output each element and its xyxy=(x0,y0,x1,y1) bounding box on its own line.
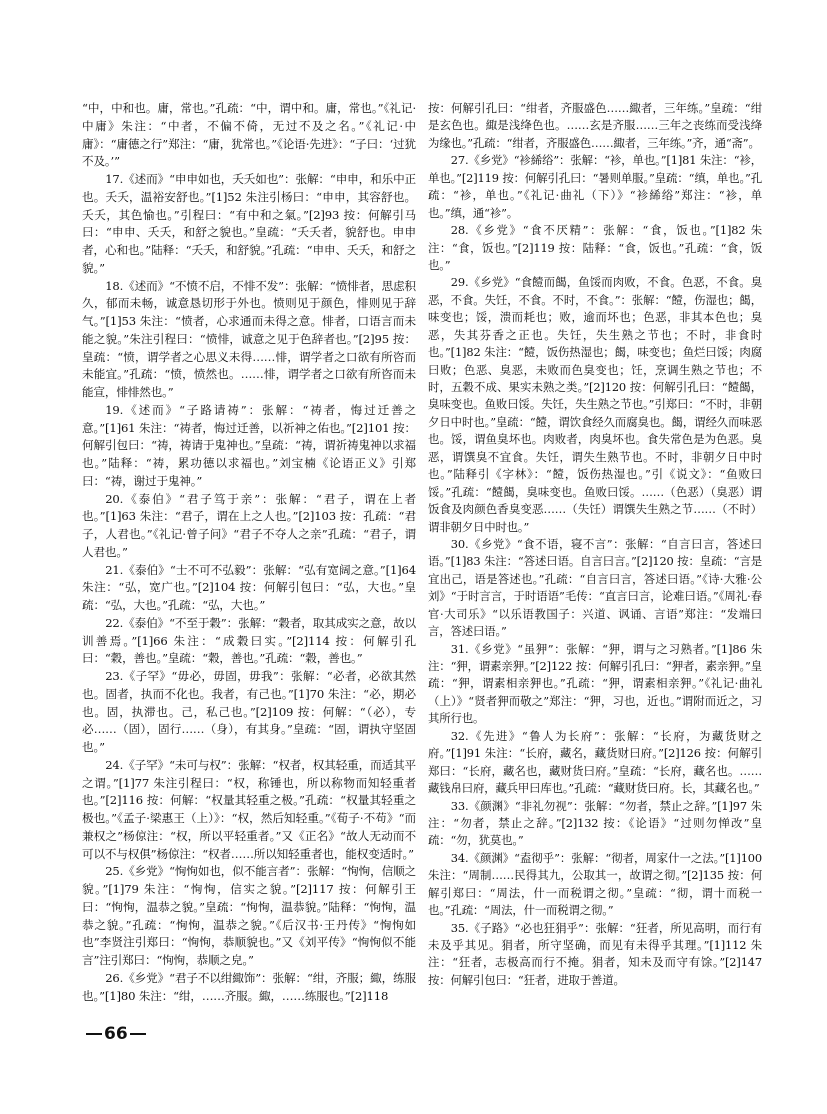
page-number-dash-right xyxy=(130,1033,146,1035)
left-column xyxy=(82,100,416,1005)
paragraph: 27.《乡党》“袗絺绤”：张解：“袗，单也。”[1]81 朱注：“袗，单也。”[2]119 按：何解引孔曰：“暑则单服。”皇疏：“缜，单也。”孔疏：“袗，单也。”《礼记·曲礼（下）》“袗絺绤”郑注：“袗，单也。”缜，通“袗”。 xyxy=(428,153,762,220)
page-number-dash-left xyxy=(86,1033,102,1035)
paragraph: 24.《子罕》“未可与权”：张解：“权者，权其轻重，而适其平之谓。”[1]77 朱注引程曰：“权，称锤也，所以称物而知轻重者也。”[2]116 按：何解：“权量其轻重之极。”孔疏：“权量其轻重之极也。”《孟子·梁惠王（上）》：“权，然后知轻重。”《荀子·不苟》“而兼权之”杨倞注：“权，所以平轻重者。”又《正名》“故人无动而不可以不与权俱”杨倞注：“权者……所以知轻重者也，能权变适时。” xyxy=(82,757,416,861)
paragraph: 22.《泰伯》“不至于穀”：张解：“穀者，取其成实之意，故以训善焉。”[1]66 朱注：“成穀曰实。”[2]114 按：何解引孔曰：“穀，善也。”皇疏：“穀，善也。”孔疏：“穀，善也。” xyxy=(82,615,416,666)
paragraph: 23.《子罕》“毋必，毋固，毋我”：张解：“必者，必欲其然也。固者，执而不化也。我者，有己也。”[1]70 朱注：“必，期必也。固，执滞也。己，私己也。”[2]109 按：何解：“（必），专必……（固），固行……（身），有其身。”皇疏：“固，谓执守坚固也。” xyxy=(82,669,416,754)
paragraph: 28.《乡党》“食不厌精”：张解：“食，饭也。”[1]82 朱注：“食，饭也。”[2]119 按：陆释：“食，饭也。”孔疏：“食，饭也。” xyxy=(428,223,762,272)
paragraph: 35.《子路》“必也狂狷乎”：张解：“狂者，所见高明，而行有未及乎其见。狷者，所守坚确，而见有未得乎其理。”[1]112 朱注：“狂者，志极高而行不掩。狷者，知未及而守有馀。”[2]147 按：何解引包曰：“狂者，进取于善道。 xyxy=(428,920,762,987)
page-number xyxy=(84,1024,148,1044)
paragraph: 25.《乡党》“恂恂如也，似不能言者”：张解：“恂恂，信顺之貌。”[1]79 朱注：“恂恂，信实之貌。”[2]117 按：何解引王曰：“恂恂，温恭之貌。”皇疏：“恂恂，温恭貌。”陆释：“恂恂，温恭之貌。”孔疏：“恂恂，温恭之貌。”《后汉书·王丹传》“恂恂如也”李贤注引郑曰：“恂恂，恭顺貌也。”又《刘平传》“恂恂似不能言”注引郑曰：“恂恂，恭顺之皃。” xyxy=(82,864,416,967)
paragraph: 30.《乡党》“食不语，寝不言”：张解：“自言曰言，答述曰语。”[1]83 朱注：“答述曰语。自言曰言。”[2]120 按：皇疏：“言是宜出己，语是答述也。”孔疏：“自言曰言，答述曰语。”《诗·大雅·公刘》“于时言言，于时语语”毛传：“直言曰言，论难曰语。”《周礼·春官·大司乐》“以乐语教国子：兴道、讽诵、言语”郑注：“发端曰言，答述曰语。” xyxy=(428,536,762,639)
paragraph: 21.《泰伯》“士不可不弘毅”：张解：“弘有宽阔之意。”[1]64 朱注：“弘，宽广也。”[2]104 按：何解引包曰：“弘，大也。”皇疏：“弘，大也。”孔疏：“弘，大也。” xyxy=(82,562,416,612)
paragraph: 29.《乡党》“食饐而餲，鱼馁而肉败，不食。色恶，不食。臭恶，不食。失饪，不食。不时，不食。”：张解：“饐，伤湿也；餲，味变也；馁，溃而耗也；败，逾而坏也；色恶，非其本色也；臭恶，失其芬香之正也。失饪，失生熟之节也；不时，非食时也。”[1]82 朱注：“饐，饭伤热湿也；餲，味变也；鱼烂曰馁；肉腐曰败；色恶、臭恶，未败而色臭变也；饪，烹调生熟之节也；不时，五穀不成、果实未熟之类。”[2]120 按：何解引孔曰：“饐餲，臭味变也。鱼败曰馁。失饪，失生熟之节也。”引郑曰：“不时，非朝夕日中时也。”皇疏：“饐，谓饮食经久而腐臭也。餲，谓经久而味恶也。馁，谓鱼臭坏也。肉败者，肉臭坏也。食失常色是为色恶。臭恶，谓馔臭不宜食。失饪，谓失生熟节也。不时，非朝夕日中时也。”陆释引《字林》：“饐，饭伤热湿也。”引《说文》：“鱼败曰馁。”孔疏：“饐餲，臭味变也。鱼败曰馁。……（色恶）（臭恶）谓饭食及肉颜色香臭变恶……（失饪）谓馔失生熟之节……（不时）谓非朝夕日中时也。” xyxy=(428,275,762,534)
paragraph: 34.《颜渊》“盍彻乎”：张解：“彻者，周家什一之法。”[1]100 朱注：“周制……民得其九，公取其一，故谓之彻。”[2]135 按：何解引郑曰：“周法，什一而税谓之彻。”皇疏：“彻，谓十而税一也。”孔疏：“周法，什一而税谓之彻。” xyxy=(428,850,762,918)
paragraph: 17.《述而》“申申如也，夭夭如也”：张解：“申申，和乐中正也。夭夭，温裕安舒也。”[1]52 朱注引杨曰：“申申，其容舒也。夭夭，其色愉也。”引程曰：“有中和之氣。”[2]93 按：何解引马曰：“申申、夭夭，和舒之貌也。”皇疏：“夭夭者，貌舒也。申申者，心和也。”陆释：“夭夭，和舒貌。”孔疏：“申申、夭夭，和舒之貌。” xyxy=(82,172,416,275)
paragraph: 按：何解引孔曰：“绀者，齐服盛色……緅者，三年练。”皇疏：“绀是玄色也。緅是浅绛色也。……玄是齐服……三年之丧练而受浅绛为缘也。”孔疏：“绀者，齐服盛色……緅者，三年练。”齐，通“斋”。 xyxy=(428,101,762,150)
paragraph: 18.《述而》“不愤不启，不悱不发”：张解：“愤悱者，思虑积久，郁而未畅，诚意恳切形于外也。愤则见于颜色，悱则见于辞气。”[1]53 朱注：“愤者，心求通而未得之意。悱者，口语言而未能之貌。”朱注引程曰：“愤悱，诚意之见于色辞者也。”[2]95 按：皇疏：“愤，谓学者之心思义未得……悱，谓学者之口欲有所咨而未能宜。”孔疏：“愤，愤然也。……悱，谓学者之口欲有所咨而未能宣，悱悱然也。” xyxy=(82,278,416,399)
paragraph: 20.《泰伯》“君子笃于亲”：张解：“君子，谓在上者也。”[1]63 朱注：“君子，谓在上之人也。”[2]103 按：孔疏：“君子，人君也。”《礼记·曾子问》“君子不夺人之亲”孔疏：“君子，谓人君也。” xyxy=(82,491,416,559)
paragraph: 26.《乡党》“君子不以绀緅饰”：张解：“绀，齐服；緅，练服也。”[1]80 朱注：“绀，……齐服。緅，……练服也。”[2]118 xyxy=(82,970,416,1003)
right-column xyxy=(428,100,762,989)
paragraph: 31.《乡党》“虽狎”：张解：“狎，谓与之习熟者。”[1]86 朱注：“狎，谓素亲狎。”[2]122 按：何解引孔曰：“狎者，素亲狎。”皇疏：“狎，谓素相亲狎也。”孔疏：“狎，谓素相亲狎。”《礼记·曲礼（上）》“贤者狎而敬之”郑注：“狎，习也，近也。”谓附而近之，习其所行也。 xyxy=(428,641,762,726)
paragraph: 19.《述而》“子路请祷”：张解：“祷者，悔过迁善之意。”[1]61 朱注：“祷者，悔过迁善，以祈神之佑也。”[2]101 按：何解引包曰：“祷，祷请于鬼神也。”皇疏：“祷，谓祈祷鬼神以求福也。”陆释：“祷，累功德以求福也。”刘宝楠《论语正义》引郑曰：“祷，谢过于鬼神。” xyxy=(82,402,416,488)
paragraph: 32.《先进》“鲁人为长府”：张解：“长府，为藏货财之府。”[1]91 朱注：“长府，藏名，藏货财曰府。”[2]126 按：何解引郑曰：“长府，藏名也，藏财货曰府。”皇疏：“长府，藏名也。……藏钱帛曰府，藏兵甲曰库也。”孔疏：“藏财货曰府。长，其藏名也。” xyxy=(428,728,762,796)
paragraph: 33.《颜渊》“非礼勿视”：张解：“勿者，禁止之辞。”[1]97 朱注：“勿者，禁止之辞。”[2]132 按：《论语》“过则勿惮改”皇疏：“勿，犹莫也。” xyxy=(428,798,762,848)
page-number-value: 66 xyxy=(104,1024,128,1044)
paragraph: “中，中和也。庸，常也。”孔疏：“中，谓中和。庸，常也。”《礼记·中庸》朱注：“中者，不偏不倚，无过不及之名。”《礼记·中庸》：“庸德之行”郑注：“庸，犹常也。”《论语·先进》：“子曰：‘过犹不及。’” xyxy=(82,101,416,169)
